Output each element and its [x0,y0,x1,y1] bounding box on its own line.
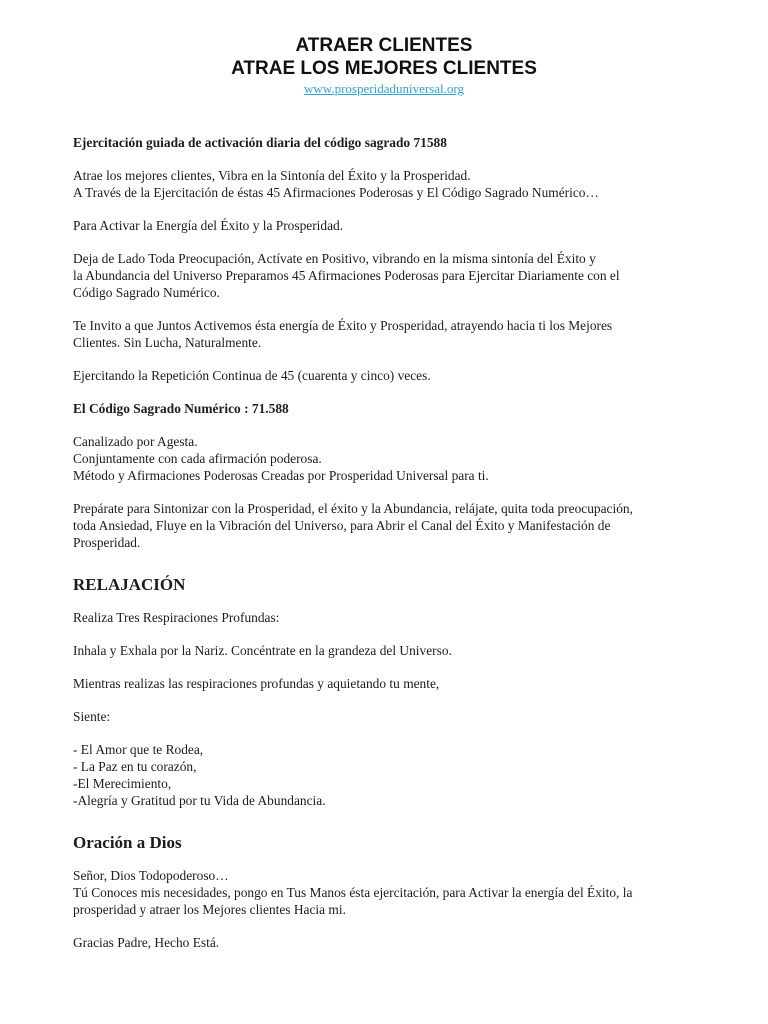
document-body [73,134,733,967]
prayer-paragraph-2: Gracias Padre, Hecho Está. [73,935,220,950]
intro-p6-line-1: Canalizado por Agesta. [73,434,198,449]
intro-p6-line-2: Conjuntamente con cada afirmación poderosa. [73,451,322,466]
intro-p1-line-2: A Través de la Ejercitación de éstas 45 Afirmaciones Poderosas y El Código Sagrado Numérico… [73,185,599,200]
intro-paragraph-5: Ejercitando la Repetición Continua de 45 (cuarenta y cinco) veces. [73,368,431,383]
sacred-code: El Código Sagrado Numérico : 71.588 [73,401,289,416]
list-item: -Alegría y Gratitud por tu Vida de Abundancia. [73,793,326,808]
relax-paragraph-2: Inhala y Exhala por la Nariz. Concéntrate en la grandeza del Universo. [73,643,452,658]
intro-paragraph-2: Para Activar la Energía del Éxito y la Prosperidad. [73,218,344,233]
intro-p3-line-3: Código Sagrado Numérico. [73,285,220,300]
intro-p4-line-2: Clientes. Sin Lucha, Naturalmente. [73,335,262,350]
prayer-p1-line-1: Señor, Dios Todopoderoso… [73,868,229,883]
relax-paragraph-4: Siente: [73,709,111,724]
intro-heading: Ejercitación guiada de activación diaria del código sagrado 71588 [73,135,447,150]
prayer-heading: Oración a Dios [73,833,182,852]
relax-paragraph-1: Realiza Tres Respiraciones Profundas: [73,610,280,625]
intro-paragraph-6 [73,433,733,484]
intro-p6-line-3: Método y Afirmaciones Poderosas Creadas por Prosperidad Universal para ti. [73,468,489,483]
intro-paragraph-1 [73,167,733,201]
prayer-paragraph-1 [73,867,733,918]
relax-paragraph-3: Mientras realizas las respiraciones profundas y aquietando tu mente, [73,676,440,691]
intro-paragraph-3 [73,250,733,301]
intro-p7-line-2: toda Ansiedad, Fluye en la Vibración del Universo, para Abrir el Canal del Éxito y Manifestación de [73,518,611,533]
document-header [0,34,768,98]
intro-p3-line-2: la Abundancia del Universo Preparamos 45 Afirmaciones Poderosas para Ejercitar Diariamente con el [73,268,620,283]
intro-paragraph-7 [73,500,733,551]
intro-p7-line-1: Prepárate para Sintonizar con la Prosperidad, el éxito y la Abundancia, relájate, quita toda preocupación, [73,501,633,516]
website-link[interactable]: www.prosperidaduniversal.org [304,81,464,96]
list-item: - El Amor que te Rodea, [73,742,204,757]
title-line-1: ATRAER CLIENTES [295,35,473,56]
intro-p7-line-3: Prosperidad. [73,535,141,550]
title-line-2: ATRAE LOS MEJORES CLIENTES [231,58,537,79]
relaxation-heading: RELAJACIÓN [73,575,186,594]
feelings-list [73,741,733,809]
intro-paragraph-4 [73,317,733,351]
intro-p4-line-1: Te Invito a que Juntos Activemos ésta energía de Éxito y Prosperidad, atrayendo hacia ti los Mejores [73,318,613,333]
intro-p1-line-1: Atrae los mejores clientes, Vibra en la Sintonía del Éxito y la Prosperidad. [73,168,471,183]
list-item: -El Merecimiento, [73,776,172,791]
intro-p3-line-1: Deja de Lado Toda Preocupación, Actívate en Positivo, vibrando en la misma sintonía del Éxito y [73,251,596,266]
list-item: - La Paz en tu corazón, [73,759,197,774]
prayer-p1-line-2: Tú Conoces mis necesidades, pongo en Tus Manos ésta ejercitación, para Activar la energía del Éxito, la [73,885,633,900]
prayer-p1-line-3: prosperidad y atraer los Mejores clientes Hacia mi. [73,902,346,917]
